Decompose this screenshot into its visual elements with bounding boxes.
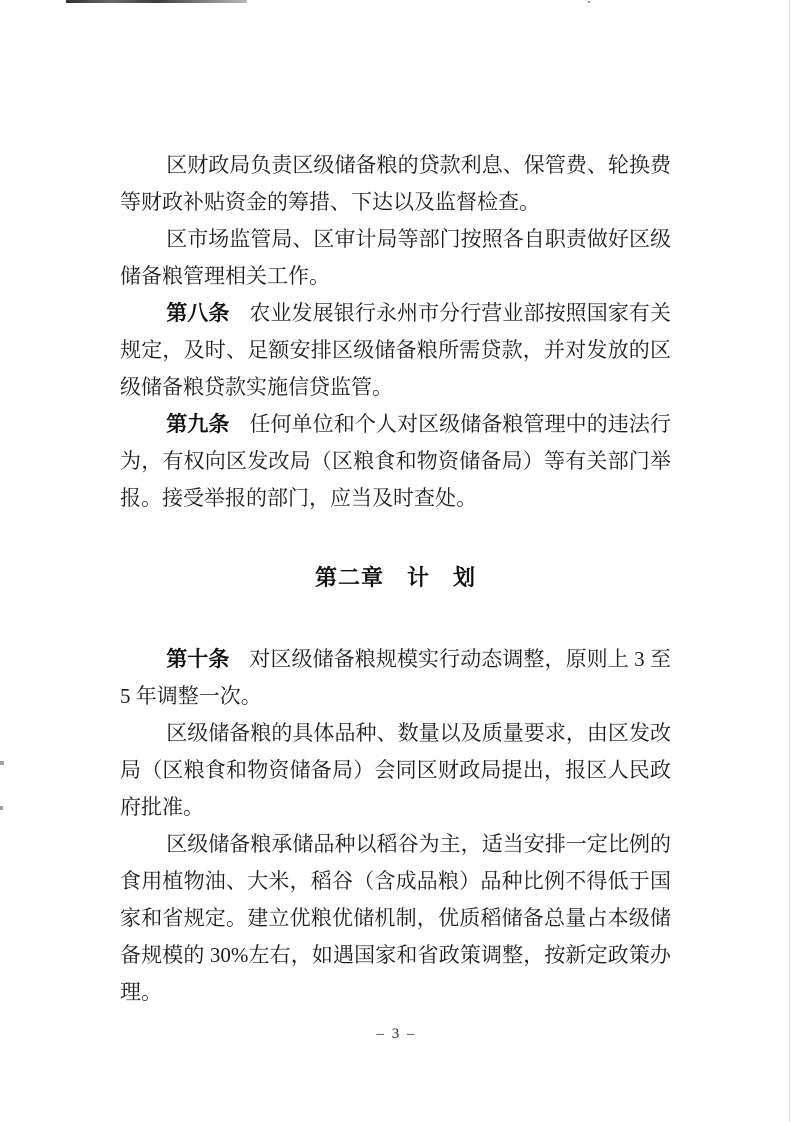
article-9-text: 任何单位和个人对区级储备粮管理中的违法行为，有权向区发改局（区粮食和物资储备局）等有关部门举报。接受举报的部门，应当及时查处。 bbox=[120, 412, 672, 510]
chapter-2-heading: 第二章 计 划 bbox=[314, 565, 476, 590]
paragraph-text: 区级储备粮的具体品种、数量以及质量要求，由区发改局（区粮食和物资储备局）会同区财政局提出，报区人民政府批准。 bbox=[120, 721, 671, 819]
article-10-text: 对区级储备粮规模实行动态调整，原则上 3 至 5 年调整一次。 bbox=[120, 647, 672, 708]
paragraph-text: 区级储备粮承储品种以稻谷为主，适当安排一定比例的食用植物油、大米，稻谷（含成品粮）品种比例不得低于国家和省规定。建立优粮优储机制，优质稻储备总量占本级储备规模的 30%左右，如遇国家和省政策调整，按新定政策办理。 bbox=[120, 832, 671, 1004]
scan-speck bbox=[0, 761, 4, 765]
scan-artifact-top-streak bbox=[66, 0, 247, 3]
article-9 bbox=[120, 406, 671, 517]
article-10-number: 第十条 bbox=[166, 648, 230, 671]
page-number: – 3 – bbox=[376, 1026, 417, 1042]
paragraph-text: 区财政局负责区级储备粮的贷款利息、保管费、轮换费等财政补贴资金的筹措、下达以及监督检查。 bbox=[120, 153, 671, 214]
paragraph-market-regulation-duties bbox=[120, 221, 671, 295]
article-8 bbox=[120, 295, 671, 406]
article-8-text: 农业发展银行永州市分行营业部按照国家有关规定，及时、足额安排区级储备粮所需贷款，并对发放的区级储备粮贷款实施信贷监管。 bbox=[120, 301, 672, 399]
scan-speck bbox=[588, 1, 590, 3]
paragraph-finance-bureau-duties bbox=[120, 147, 671, 221]
article-8-number: 第八条 bbox=[166, 302, 230, 325]
article-9-number: 第九条 bbox=[166, 413, 230, 436]
paragraph-storage-varieties bbox=[120, 826, 671, 1011]
document-body bbox=[120, 147, 671, 1011]
scan-speck bbox=[0, 806, 3, 810]
paragraph-text: 区市场监管局、区审计局等部门按照各自职责做好区级储备粮管理相关工作。 bbox=[120, 227, 671, 288]
article-10 bbox=[120, 641, 671, 715]
scan-artifact-right-edge bbox=[789, 0, 790, 1122]
paragraph-variety-quality-requirements bbox=[120, 715, 671, 826]
